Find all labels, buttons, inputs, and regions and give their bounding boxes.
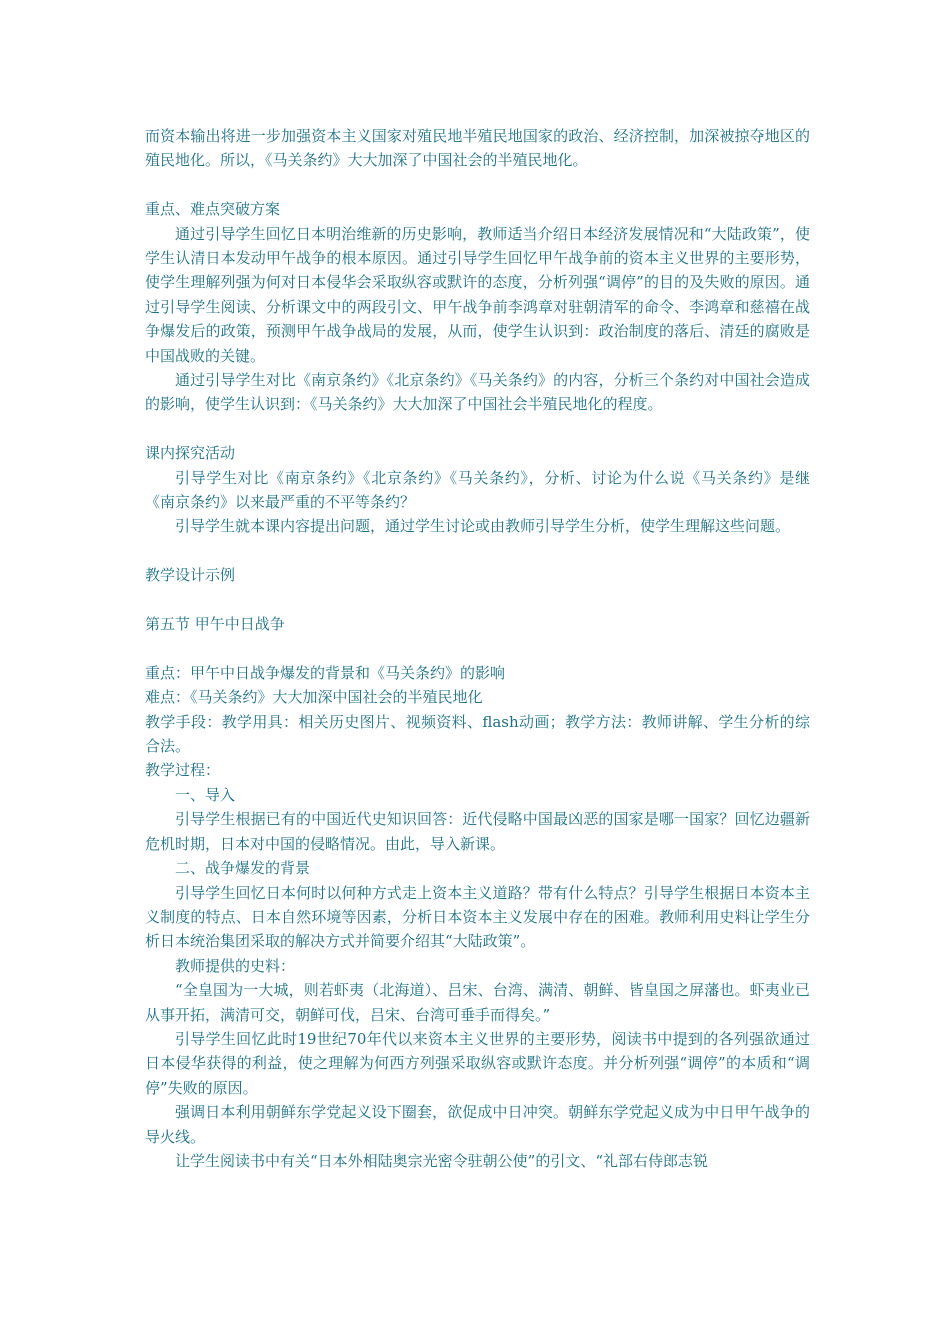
line-difficulty: 难点：《马关条约》大大加深中国社会的半殖民地化 xyxy=(145,688,483,707)
heading-activity: 课内探究活动 xyxy=(145,444,236,463)
line-focus: 重点：甲午中日战争爆发的背景和《马关条约》的影响 xyxy=(145,663,506,682)
paragraph-strategy-1: 通过引导学生回忆日本明治维新的历史影响，教师适当介绍日本经济发展情况和“大陆政策”，使学生认清日本发动甲午战争的根本原因。通过引导学生回忆甲午战争前的资本主义世界的主要形势，使学生理解列强为何对日本侵华会采取纵容或默许的态度，分析列强“调停”的目的及失败的原因。通过引导学生阅读、分析课文中的两段引文、甲午战争前李鸿章对驻朝清军的命令、李鸿章和慈禧在战争爆发后的政策，预测甲午战争战局的发展，从而，使学生认识到：政治制度的落后、清廷的腐败是中国战败的关键。 xyxy=(145,224,810,365)
paragraph-background-3: 强调日本利用朝鲜东学党起义设下圈套，欲促成中日冲突。朝鲜东学党起义成为中日甲午战争的导火线。 xyxy=(145,1103,810,1146)
blank-line xyxy=(145,417,810,441)
paragraph-background-2: 引导学生回忆此时19世纪70年代以来资本主义世界的主要形势，阅读书中提到的各列强欲通过日本侵华获得的利益，使之理解为何西方列强采取纵容或默许态度。并分析列强“调停”的本质和“调停”失败的原因。 xyxy=(145,1029,810,1097)
heading-design-example: 教学设计示例 xyxy=(145,566,236,585)
heading-key-points: 重点、难点突破方案 xyxy=(145,200,281,219)
paragraph-intro: 而资本输出将进一步加强资本主义国家对殖民地半殖民地国家的政治、经济控制，加深被掠夺地区的殖民地化。所以，《马关条约》大大加深了中国社会的半殖民地化。 xyxy=(145,127,810,170)
paragraph-source-quote: “全皇国为一大城，则若虾夷（北海道）、吕宋、台湾、满清、朝鲜、皆皇国之屏藩也。虾夷业已从事开拓，满清可交，朝鲜可伐，吕宋、台湾可垂手而得矣。” xyxy=(145,981,810,1024)
line-teaching-process: 教学过程： xyxy=(145,761,221,780)
paragraph-strategy-2: 通过引导学生对比《南京条约》《北京条约》《马关条约》的内容，分析三个条约对中国社会造成的影响，使学生认识到：《马关条约》大大加深了中国社会半殖民地化的程度。 xyxy=(145,371,810,414)
paragraph-source-label: 教师提供的史料： xyxy=(175,956,296,975)
paragraph-background-4: 让学生阅读书中有关“日本外相陆奥宗光密令驻朝公使”的引文、“礼部右侍郎志锐 xyxy=(175,1151,709,1170)
subheading-introduction: 一、导入 xyxy=(175,785,236,804)
blank-line xyxy=(145,636,810,660)
document-body xyxy=(145,124,810,1173)
blank-line xyxy=(145,539,810,563)
paragraph-activity-2: 引导学生就本课内容提出问题，通过学生讨论或由教师引导学生分析，使学生理解这些问题。 xyxy=(175,517,791,536)
heading-section-title: 第五节 甲午中日战争 xyxy=(145,615,285,634)
paragraph-introduction: 引导学生根据已有的中国近代史知识回答：近代侵略中国最凶恶的国家是哪一国家？回忆边疆新危机时期，日本对中国的侵略情况。由此，导入新课。 xyxy=(145,810,810,853)
paragraph-background-1: 引导学生回忆日本何时以何种方式走上资本主义道路？带有什么特点？引导学生根据日本资本主义制度的特点、日本自然环境等因素，分析日本资本主义发展中存在的困难。教师利用史料让学生分析日本统治集团采取的解决方式并简要介绍其“大陆政策”。 xyxy=(145,883,810,951)
blank-line xyxy=(145,588,810,612)
line-teaching-means: 教学手段：教学用具：相关历史图片、视频资料、flash动画；教学方法：教师讲解、学生分析的综合法。 xyxy=(145,712,810,756)
paragraph-activity-1: 引导学生对比《南京条约》《北京条约》《马关条约》，分析、讨论为什么说《马关条约》是继《南京条约》以来最严重的不平等条约？ xyxy=(145,468,810,512)
blank-line xyxy=(145,173,810,197)
subheading-background: 二、战争爆发的背景 xyxy=(175,859,311,878)
